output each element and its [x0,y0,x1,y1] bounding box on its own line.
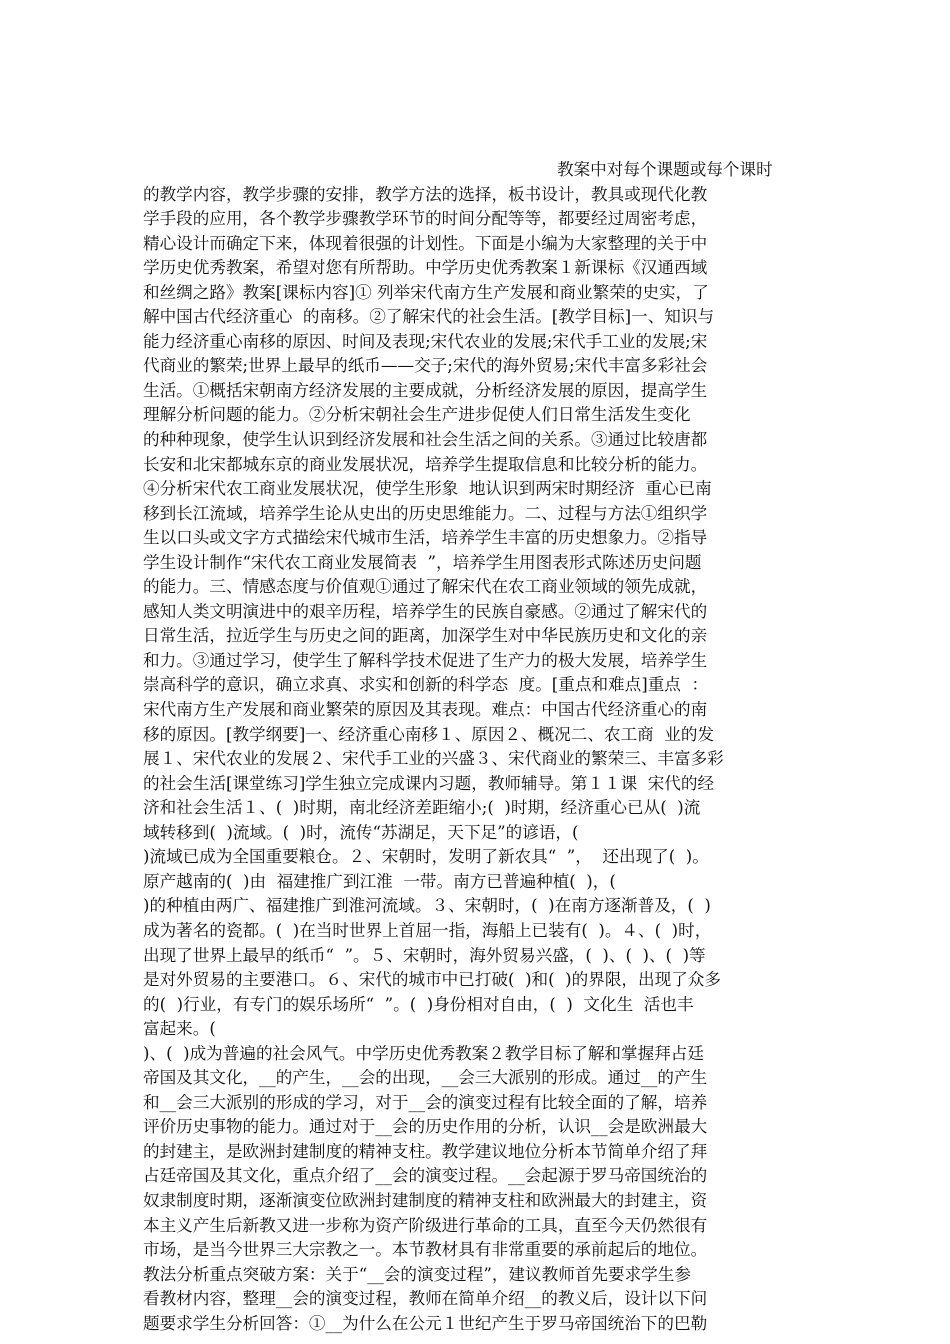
text-line: 能力经济重心南移的原因、时间及表现;宋代农业的发展;宋代手工业的发展;宋 [143,331,708,351]
text-line: 长安和北宋都城东京的商业发展状况，培养学生提取信息和比较分析的能力。 [143,454,708,474]
text-line: 出现了世界上最早的纸币“ ”。５、宋朝时，海外贸易兴盛，( )、( )、( )等 [143,945,706,965]
text-line: 精心设计而确定下来，体现着很强的计划性。下面是小编为大家整理的关于中 [143,233,708,253]
text-line: )流域已成为全国重要粮仓。２、宋朝时，发明了新农具“ ”， 还出现了( )。 [143,847,709,867]
text-line: 市场，是当今世界三大宗教之一。本节教材具有非常重要的承前起后的地位。 [143,1240,708,1260]
text-line: 生活。①概括宋朝南方经济发展的主要成就，分析经济发展的原因，提高学生 [143,380,708,400]
text-line: 学手段的应用，各个教学步骤教学环节的时间分配等等，都要经过周密考虑， [143,209,708,229]
text-line: 感知人类文明演进中的艰辛历程，培养学生的民族自豪感。②通过了解宋代的 [143,601,708,621]
text-line: 成为著名的瓷都。( )在当时世界上首屈一指，海船上已装有( )。４、( )时， [143,920,712,940]
text-line: 的封建主，是欧洲封建制度的精神支柱。教学建议地位分析本节简单介绍了拜 [143,1141,708,1161]
text-line: 和__会三大派别的形成的学习，对于__会的演变过程有比较全面的了解，培养 [143,1092,708,1112]
text-line: 和丝绸之路》教案[课标内容]① 列举宋代南方生产发展和商业繁荣的史实，了 [143,282,709,302]
text-line: 占廷帝国及其文化，重点介绍了__会的演变过程。__会起源于罗马帝国统治的 [143,1166,708,1186]
text-line: 域转移到( )流域。( )时，流传“苏湖足，天下足”的谚语，( [143,822,579,842]
text-line: 教案中对每个课题或每个课时 [557,160,773,179]
text-line: 富起来。( [143,1019,216,1039]
text-line: 崇高科学的意识，确立求真、求实和创新的科学态 度。[重点和难点]重点 ： [143,675,709,695]
text-line: )、( )成为普遍的社会风气。中学历史优秀教案２教学目标了解和掌握拜占廷 [143,1043,704,1063]
text-line: 代商业的繁荣;世界上最早的纸币——交子;宋代的海外贸易;宋代丰富多彩社会 [143,356,708,376]
text-line: 展１、宋代农业的发展２、宋代手工业的兴盛３、宋代商业的繁荣三、丰富多彩 [143,749,724,769]
text-line: 奴隶制度时期，逐渐演变位欧洲封建制度的精神支柱和欧洲最大的封建主，资 [143,1190,708,1210]
text-line: 是对外贸易的主要港口。６、宋代的城市中已打破( )和( )的界限，出现了众多 [143,970,721,990]
text-line: 原产越南的( )由 福建推广到江淮 一带。南方已普遍种植( )，( [143,871,616,891]
text-line: 教法分析重点突破方案：关于“__会的演变过程”，建议教师首先要求学生参 [143,1264,691,1284]
text-line: 宋代南方生产发展和商业繁荣的原因及其表现。难点：中国古代经济重心的南 [143,700,708,720]
text-line: 解中国古代经济重心 的南移。②了解宋代的社会生活。[教学目标]一、知识与 [143,307,715,327]
text-line: 日常生活，拉近学生与历史之间的距离，加深学生对中华民族历史和文化的亲 [143,626,708,646]
text-line: 看教材内容，整理__会的演变过程，教师在简单介绍__的教义后，设计以下问 [143,1289,708,1309]
text-line: 和力。③通过学习，使学生了解科学技术促进了生产力的极大发展，培养学生 [143,650,708,670]
text-line: 济和社会生活１、( )时期，南北经济差距缩小;( )时期，经济重心已从( )流 [143,798,701,818]
document-body [143,158,809,1336]
text-line: 学生设计制作“宋代农工商业发展简表 ”，培养学生用图表形式陈述历史问题 [143,552,702,572]
text-line: 生以口头或文字方式描绘宋代城市生活，培养学生丰富的历史想象力。②指导 [143,528,708,548]
text-line: 的教学内容，教学步骤的安排，教学方法的选择，板书设计，教具或现代化教 [143,184,708,204]
text-line: 学历史优秀教案，希望对您有所帮助。中学历史优秀教案１新课标《汉通西域 [143,258,708,278]
text-line: 移到长江流域，培养学生论从史出的历史思维能力。二、过程与方法①组织学 [143,503,708,523]
text-line: 的社会生活[课堂练习]学生独立完成课内习题，教师辅导。第１１课 宋代的经 [143,773,715,793]
text-line: 帝国及其文化，__的产生，__会的出现，__会三大派别的形成。通过__的产生 [143,1068,708,1088]
text-line: )的种植由两广、福建推广到淮河流域。３、宋朝时，( )在南方逐渐普及，( ) [143,896,711,916]
text-line: 题要求学生分析回答：①__为什么在公元１世纪产生于罗马帝国统治下的巴勒 [143,1313,708,1333]
text-line: 的种种现象，使学生认识到经济发展和社会生活之间的关系。③通过比较唐都 [143,430,708,450]
text-line: 移的原因。[教学纲要]一、经济重心南移１、原因２、概况二、农工商 业的发 [143,724,715,744]
text-line: ④分析宋代农工商业发展状况，使学生形象 地认识到两宋时期经济 重心已南 [143,479,712,499]
text-line: 的能力。三、情感态度与价值观①通过了解宋代在农工商业领域的领先成就， [143,577,708,597]
text-line: 的( )行业，有专门的娱乐场所“ ”。( )身份相对自由，( ) 文化生 活也丰 [143,994,694,1014]
text-line: 本主义产生后新教又进一步称为资产阶级进行革命的工具，直至今天仍然很有 [143,1215,708,1235]
text-line: 理解分析问题的能力。②分析宋朝社会生产进步促使人们日常生活发生变化 [143,405,691,425]
text-line: 评价历史事物的能力。通过对于__会的历史作用的分析，认识__会是欧洲最大 [143,1117,708,1137]
